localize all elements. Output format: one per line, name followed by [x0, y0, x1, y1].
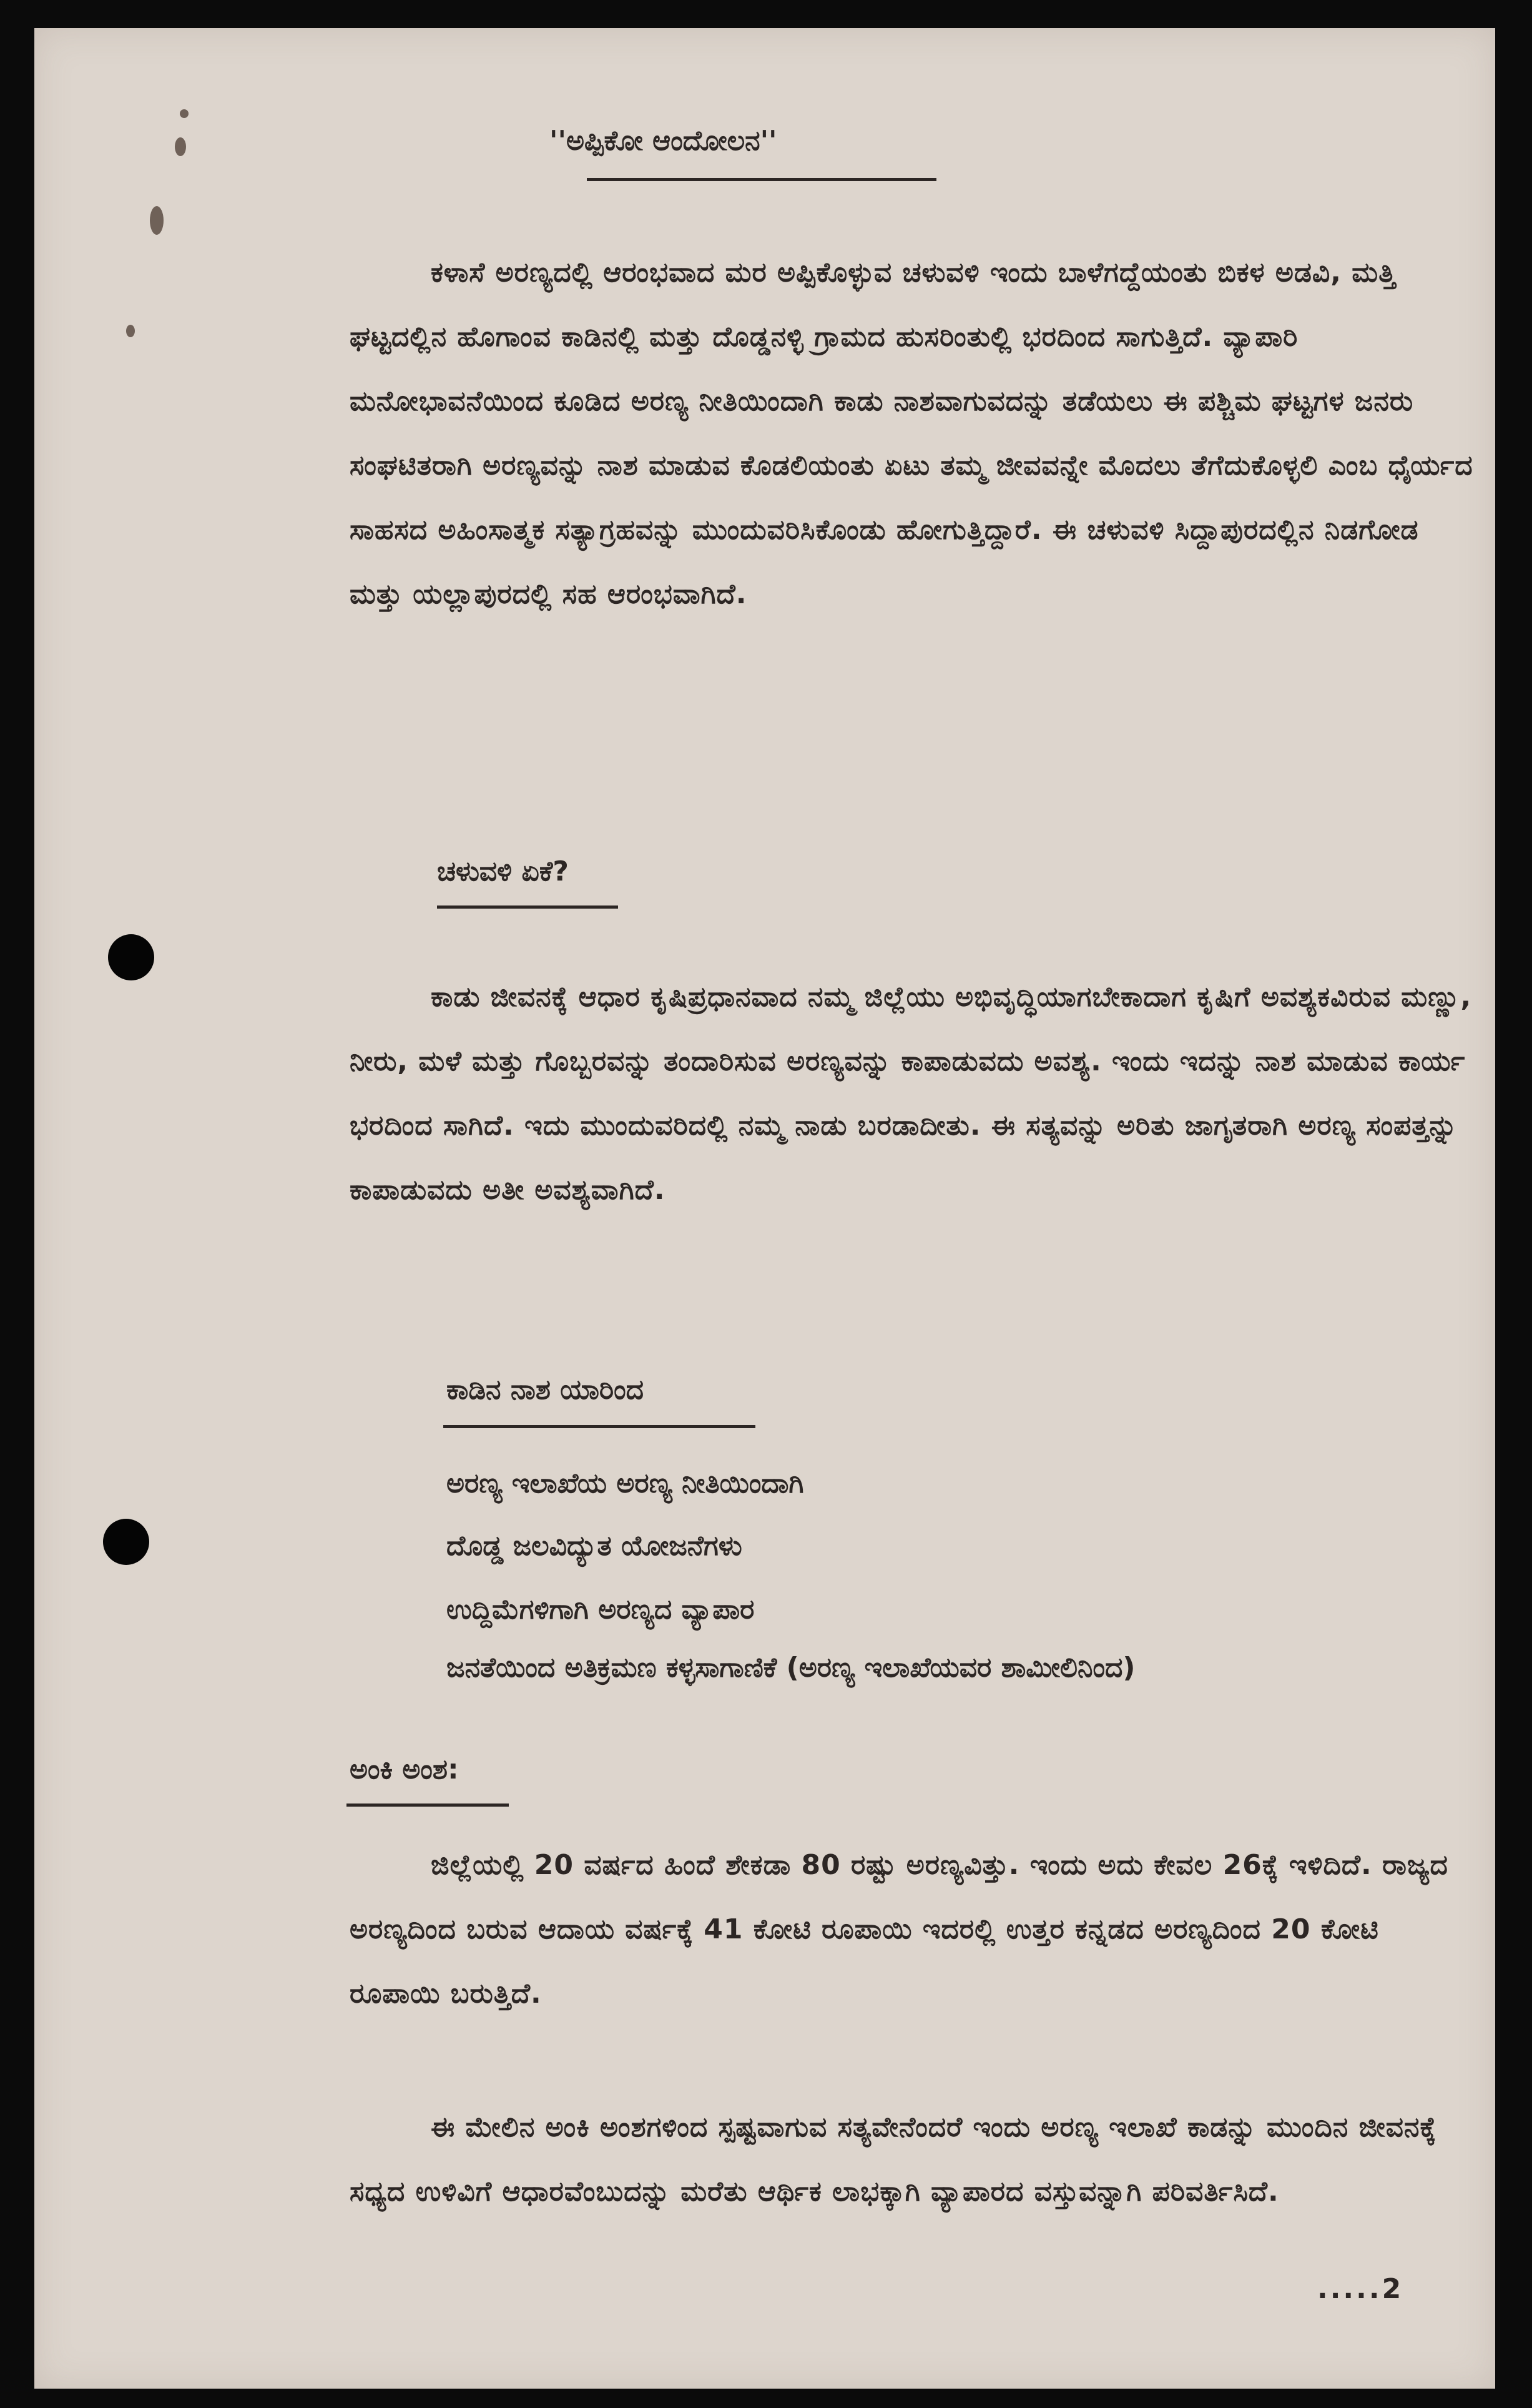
destruction-heading-underline	[443, 1425, 755, 1428]
why-heading-underline	[437, 905, 618, 909]
punch-hole	[103, 1519, 149, 1565]
why-heading: ಚಳುವಳಿ ಏಕೆ?	[437, 856, 569, 887]
stats-heading-underline	[346, 1804, 509, 1807]
destruction-heading: ಕಾಡಿನ ನಾಶ ಯಾರಿಂದ	[446, 1374, 644, 1406]
destruction-item: ದೊಡ್ಡ ಜಲವಿದ್ಯುತ ಯೋಜನೆಗಳು	[446, 1530, 742, 1562]
rust-stain	[126, 325, 135, 337]
destruction-item: ಉದ್ದಿಮೆಗಳಿಗಾಗಿ ಅರಣ್ಯದ ವ್ಯಾಪಾರ	[446, 1594, 755, 1626]
conclusion-paragraph: ಈ ಮೇಲಿನ ಅಂಕಿ ಅಂಶಗಳಿಂದ ಸ್ಪಷ್ಟವಾಗುವ ಸತ್ಯವೇನೆಂದರೆ ಇಂದು ಅರಣ್ಯ ಇಲಾಖೆ ಕಾಡನ್ನು ಮುಂದಿನ ಜೀವನಕ್ಕೆ ಸಧ್ಯದ ಉಳಿವಿಗೆ ಆಧಾರವೆಂಬುದನ್ನು ಮರೆತು ಆರ್ಥಿಕ ಲಾಭಕ್ಕಾಗಿ ವ್ಯಾಪಾರದ ವಸ್ತುವನ್ನಾಗಿ ಪರಿವರ್ತಿಸಿದೆ.	[350, 2111, 1437, 2208]
punch-hole	[108, 934, 154, 980]
document-title: ''ಅಪ್ಪಿಕೋ ಆಂದೋಲನ''	[549, 125, 777, 157]
destruction-item: ಜನತೆಯಿಂದ ಅತಿಕ್ರಮಣ ಕಳ್ಳಸಾಗಾಣಿಕೆ (ಅರಣ್ಯ ಇಲಾಖೆಯವರ ಶಾಮೀಲಿನಿಂದ)	[446, 1652, 1136, 1684]
rust-stain	[180, 109, 189, 118]
intro-paragraph: ಕಳಾಸೆ ಅರಣ್ಯದಲ್ಲಿ ಆರಂಭವಾದ ಮರ ಅಪ್ಪಿಕೊಳ್ಳುವ ಚಳುವಳಿ ಇಂದು ಬಾಳೆಗದ್ದೆಯಂತು ಬಿಕಳ ಅಡವಿ, ಮತ್ತಿ ಘಟ್ಟದಲ್ಲಿನ ಹೊಗಾಂವ ಕಾಡಿನಲ್ಲಿ ಮತ್ತು ದೊಡ್ಡನಳ್ಳಿ ಗ್ರಾಮದ ಹುಸರಿಂತುಲ್ಲಿ ಭರದಿಂದ ಸಾಗುತ್ತಿದೆ. ವ್ಯಾಪಾರಿ ಮನೋಭಾವನೆಯಿಂದ ಕೂಡಿದ ಅರಣ್ಯ ನೀತಿಯಿಂದಾಗಿ ಕಾಡು ನಾಶವಾಗುವದನ್ನು ತಡೆಯಲು ಈ ಪಶ್ಚಿಮ ಘಟ್ಟಗಳ ಜನರು ಸಂಘಟಿತರಾಗಿ ಅರಣ್ಯವನ್ನು ನಾಶ ಮಾಡುವ ಕೊಡಲಿಯಂತು ಏಟು ತಮ್ಮ ಜೀವವನ್ನೇ ಮೊದಲು ತೆಗೆದುಕೊಳ್ಳಲಿ ಎಂಬ ಧೈರ್ಯದ ಸಾಹಸದ ಅಹಿಂಸಾತ್ಮಕ ಸತ್ಯಾಗ್ರಹವನ್ನು ಮುಂದುವರಿಸಿಕೊಂಡು ಹೋಗುತ್ತಿದ್ದಾರೆ. ಈ ಚಳುವಳಿ ಸಿದ್ದಾಪುರದಲ್ಲಿನ ನಿಡಗೋಡ ಮತ್ತು ಯಲ್ಲಾಪುರದಲ್ಲಿ ಸಹ ಆರಂಭವಾಗಿದೆ.	[350, 257, 1473, 610]
destruction-item: ಅರಣ್ಯ ಇಲಾಖೆಯ ಅರಣ್ಯ ನೀತಿಯಿಂದಾಗಿ	[446, 1468, 804, 1499]
why-paragraph: ಕಾಡು ಜೀವನಕ್ಕೆ ಆಧಾರ ಕೃಷಿಪ್ರಧಾನವಾದ ನಮ್ಮ ಜಿಲ್ಲೆಯು ಅಭಿವೃದ್ಧಿಯಾಗಬೇಕಾದಾಗ ಕೃಷಿಗೆ ಅವಶ್ಯಕವಿರುವ ಮಣ್ಣು, ನೀರು, ಮಳೆ ಮತ್ತು ಗೊಬ್ಬರವನ್ನು ತಂದಾರಿಸುವ ಅರಣ್ಯವನ್ನು ಕಾಪಾಡುವದು ಅವಶ್ಯ. ಇಂದು ಇದನ್ನು ನಾಶ ಮಾಡುವ ಕಾರ್ಯ ಭರದಿಂದ ಸಾಗಿದೆ. ಇದು ಮುಂದುವರಿದಲ್ಲಿ ನಮ್ಮ ನಾಡು ಬರಡಾದೀತು. ಈ ಸತ್ಯವನ್ನು ಅರಿತು ಜಾಗೃತರಾಗಿ ಅರಣ್ಯ ಸಂಪತ್ತನ್ನು ಕಾಪಾಡುವದು ಅತೀ ಅವಶ್ಯವಾಗಿದೆ.	[350, 981, 1472, 1206]
rust-stain	[150, 206, 164, 235]
stats-heading: ಅಂಕಿ ಅಂಶ:	[350, 1754, 459, 1785]
title-underline	[587, 178, 936, 181]
stats-paragraph: ಜಿಲ್ಲೆಯಲ್ಲಿ 20 ವರ್ಷದ ಹಿಂದೆ ಶೇಕಡಾ 80 ರಷ್ಟು ಅರಣ್ಯವಿತ್ತು. ಇಂದು ಅದು ಕೇವಲ 26ಕ್ಕೆ ಇಳಿದಿದೆ. ರಾಜ್ಯದ ಅರಣ್ಯದಿಂದ ಬರುವ ಆದಾಯ ವರ್ಷಕ್ಕೆ 41 ಕೋಟಿ ರೂಪಾಯಿ ಇದರಲ್ಲಿ ಉತ್ತರ ಕನ್ನಡದ ಅರಣ್ಯದಿಂದ 20 ಕೋಟಿ ರೂಪಾಯಿ ಬರುತ್ತಿದೆ.	[350, 1849, 1448, 2010]
rust-stain	[175, 137, 186, 156]
page-number: .....2	[1317, 2273, 1404, 2305]
